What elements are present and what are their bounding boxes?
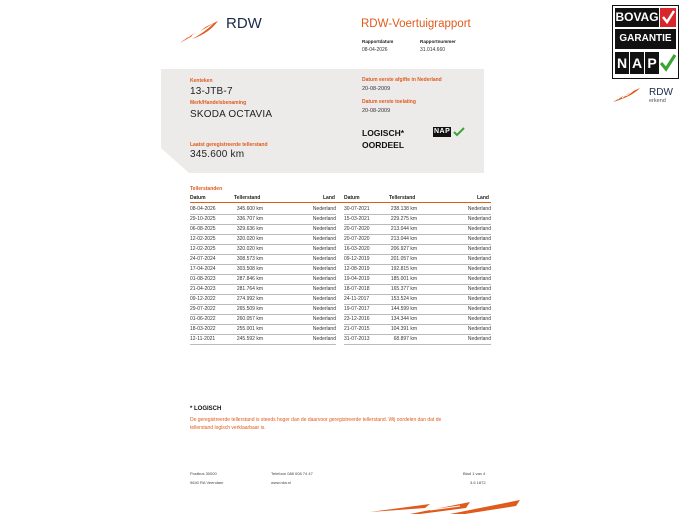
reading-km: 134.344 km: [390, 316, 417, 322]
reading-km: 153.524 km: [390, 296, 417, 302]
row-divider: [344, 324, 491, 325]
footer-phone: Telefoon 088 008 74 47: [271, 471, 313, 476]
reading-date: 30-07-2021: [344, 206, 370, 212]
col-date-left: Datum: [190, 195, 206, 201]
reading-country: Nederland: [312, 296, 336, 302]
bovag-check-icon: [660, 8, 676, 27]
reading-country: Nederland: [467, 276, 491, 282]
reading-date: 20-07-2020: [344, 236, 370, 242]
plate-value: 13-JTB-7: [190, 86, 233, 97]
row-divider: [344, 344, 491, 345]
reading-date: 01-06-2022: [190, 316, 216, 322]
nap-small-check-icon: [453, 127, 465, 137]
verdict-line2: OORDEEL: [362, 140, 405, 150]
make-label: Merk/Handelsbenaming: [190, 100, 247, 106]
reading-date: 12-08-2019: [344, 266, 370, 272]
reading-country: Nederland: [467, 266, 491, 272]
row-divider: [344, 224, 491, 225]
col-country-left: Land: [323, 195, 335, 201]
footer-code: 3.6 1872: [470, 480, 486, 485]
note-text-1: De geregistreerde tellerstand is steeds hoger dan de daarvoor geregistreerde tellerstand. Wij oordelen dan dat de: [190, 417, 442, 423]
reading-km: 165.377 km: [390, 286, 417, 292]
footer-stripes-decoration: [370, 498, 530, 514]
reading-km: 192.815 km: [390, 266, 417, 272]
reading-country: Nederland: [467, 306, 491, 312]
row-divider: [190, 314, 336, 315]
col-reading-left: Tellerstand: [234, 195, 261, 201]
reading-country: Nederland: [467, 316, 491, 322]
report-number: 31.014.660: [420, 47, 446, 53]
reading-date: 29-07-2022: [190, 306, 216, 312]
nap-small-badge: [433, 127, 467, 137]
reading-date: 21-04-2023: [190, 286, 216, 292]
row-divider: [190, 304, 336, 305]
reading-date: 12-02-2025: [190, 246, 216, 252]
reading-country: Nederland: [312, 316, 336, 322]
reading-km: 320.020 km: [236, 246, 263, 252]
report-number-label: Rapportnummer: [420, 39, 456, 44]
reading-country: Nederland: [467, 216, 491, 222]
first-reg-nl-label: Datum eerste afgifte in Nederland: [362, 77, 442, 83]
reading-date: 16-03-2020: [344, 246, 370, 252]
reading-country: Nederland: [467, 326, 491, 332]
row-divider: [190, 324, 336, 325]
row-divider: [190, 244, 336, 245]
reading-date: 18-03-2022: [190, 326, 216, 332]
reading-country: Nederland: [312, 256, 336, 262]
reading-km: 265.509 km: [236, 306, 263, 312]
row-divider: [344, 264, 491, 265]
row-divider: [344, 314, 491, 315]
reading-km: 329.636 km: [236, 226, 263, 232]
report-title: RDW-Voertuigrapport: [361, 18, 471, 30]
col-country-right: Land: [477, 195, 489, 201]
row-divider: [344, 284, 491, 285]
row-divider: [190, 284, 336, 285]
reading-country: Nederland: [312, 246, 336, 252]
bovag-nap-badge: [612, 5, 679, 79]
first-admission-value: 20-08-2009: [362, 108, 391, 114]
reading-country: Nederland: [312, 286, 336, 292]
reading-country: Nederland: [312, 226, 336, 232]
reading-country: Nederland: [312, 276, 336, 282]
header-rule: [190, 202, 491, 203]
reading-km: 213.044 km: [390, 226, 417, 232]
rdw-feather-icon: [178, 15, 222, 47]
row-divider: [190, 214, 336, 215]
reading-date: 06-08-2025: [190, 226, 216, 232]
reading-country: Nederland: [312, 206, 336, 212]
garantie-word: GARANTIE: [615, 29, 676, 49]
bovag-word: BOVAG: [615, 8, 659, 27]
reading-km: 287.846 km: [236, 276, 263, 282]
row-divider: [190, 264, 336, 265]
reading-date: 08-04-2026: [190, 206, 216, 212]
reading-km: 320.020 km: [236, 236, 263, 242]
reading-date: 19-07-2017: [344, 306, 370, 312]
reading-km: 238.138 km: [390, 206, 417, 212]
verdict-line1: LOGISCH*: [362, 128, 405, 138]
reading-km: 201.057 km: [390, 256, 417, 262]
erkend-word: erkend: [649, 98, 666, 104]
nap-letters: N A P: [615, 52, 659, 74]
reading-km: 260.057 km: [236, 316, 263, 322]
reading-date: 21-07-2015: [344, 326, 370, 332]
report-date: 08-04-2026: [362, 47, 388, 53]
brand-name: RDW: [226, 15, 262, 32]
footer-page: Blad 1 van 4: [463, 471, 486, 476]
row-divider: [190, 234, 336, 235]
reading-km: 245.592 km: [236, 336, 263, 342]
reading-km: 345.600 km: [236, 206, 263, 212]
row-divider: [344, 244, 491, 245]
reading-km: 104.391 km: [390, 326, 417, 332]
col-reading-right: Tellerstand: [389, 195, 416, 201]
reading-country: Nederland: [312, 306, 336, 312]
reading-date: 17-04-2024: [190, 266, 216, 272]
reading-date: 31-07-2013: [344, 336, 370, 342]
footer-postbus: Postbus 30000: [190, 471, 217, 476]
row-divider: [190, 334, 336, 335]
reading-country: Nederland: [467, 236, 491, 242]
reading-date: 29-10-2025: [190, 216, 216, 222]
reading-km: 303.508 km: [236, 266, 263, 272]
row-divider: [344, 254, 491, 255]
reading-date: 23-12-2016: [344, 316, 370, 322]
reading-date: 01-08-2023: [190, 276, 216, 282]
row-divider: [344, 274, 491, 275]
reading-country: Nederland: [467, 256, 491, 262]
readings-title: Tellerstanden: [190, 186, 223, 192]
reading-country: Nederland: [467, 336, 491, 342]
note-text-2: tellerstand logisch verklaarbaar is.: [190, 425, 266, 431]
reading-country: Nederland: [467, 226, 491, 232]
row-divider: [344, 294, 491, 295]
reading-km: 255.001 km: [236, 326, 263, 332]
rdw-logo: [178, 15, 222, 47]
rdw-erkend-word: RDW: [649, 87, 673, 98]
reading-country: Nederland: [467, 286, 491, 292]
reading-km: 185.001 km: [390, 276, 417, 282]
reading-country: Nederland: [312, 266, 336, 272]
row-divider: [344, 214, 491, 215]
reading-date: 09-12-2022: [190, 296, 216, 302]
last-reading-label: Laatst geregistreerde tellerstand: [190, 142, 268, 148]
reading-date: 24-07-2024: [190, 256, 216, 262]
col-date-right: Datum: [344, 195, 360, 201]
reading-date: 19-04-2019: [344, 276, 370, 282]
reading-date: 12-11-2021: [190, 336, 216, 342]
reading-km: 68.897 km: [393, 336, 417, 342]
last-reading-value: 345.600 km: [190, 149, 245, 160]
footer-city: 9640 RA Veendam: [190, 480, 224, 485]
row-divider: [190, 274, 336, 275]
reading-km: 144.599 km: [390, 306, 417, 312]
first-admission-label: Datum eerste toelating: [362, 99, 416, 105]
row-divider: [190, 294, 336, 295]
reading-date: 18-07-2018: [344, 286, 370, 292]
reading-country: Nederland: [467, 246, 491, 252]
reading-country: Nederland: [312, 326, 336, 332]
plate-label: Kenteken: [190, 78, 213, 84]
row-divider: [190, 344, 336, 345]
reading-km: 336.707 km: [236, 216, 263, 222]
note-title: * LOGISCH: [190, 406, 222, 412]
make-value: SKODA OCTAVIA: [190, 109, 273, 120]
reading-country: Nederland: [312, 236, 336, 242]
nap-check-icon: [660, 52, 676, 74]
reading-country: Nederland: [467, 296, 491, 302]
reading-date: 20-07-2020: [344, 226, 370, 232]
row-divider: [190, 254, 336, 255]
reading-date: 15-03-2021: [344, 216, 370, 222]
reading-km: 281.764 km: [236, 286, 263, 292]
first-reg-nl-value: 20-08-2009: [362, 86, 391, 92]
nap-small-text: NAP: [434, 128, 451, 135]
reading-country: Nederland: [312, 216, 336, 222]
reading-km: 308.573 km: [236, 256, 263, 262]
report-date-label: Rapportdatum: [362, 39, 394, 44]
reading-date: 24-11-2017: [344, 296, 370, 302]
rdw-erkend-logo: [612, 86, 678, 108]
reading-km: 206.927 km: [390, 246, 417, 252]
rdw-erkend-feather-icon: [612, 86, 642, 104]
reading-km: 213.044 km: [390, 236, 417, 242]
row-divider: [344, 334, 491, 335]
reading-date: 09-12-2019: [344, 256, 370, 262]
reading-date: 12-02-2025: [190, 236, 216, 242]
row-divider: [344, 234, 491, 235]
reading-country: Nederland: [312, 336, 336, 342]
row-divider: [190, 224, 336, 225]
footer-web: www.rdw.nl: [271, 480, 292, 485]
reading-km: 274.992 km: [236, 296, 263, 302]
reading-country: Nederland: [467, 206, 491, 212]
reading-km: 229.275 km: [390, 216, 417, 222]
row-divider: [344, 304, 491, 305]
